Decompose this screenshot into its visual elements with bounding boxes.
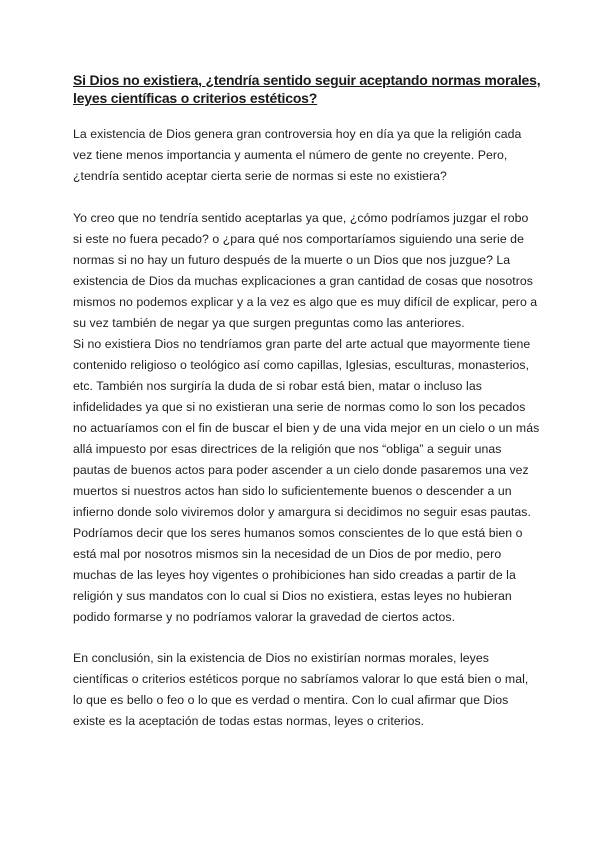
text-line: podido formarse y no podríamos valorar la gravedad de ciertos actos.	[73, 610, 456, 624]
text-line: existe es la aceptación de todas estas normas, leyes o criterios.	[73, 714, 425, 728]
text-line: infierno donde solo viviremos dolor y amargura si decidimos no seguir esas pautas.	[73, 505, 531, 519]
text-line: muertos si nuestros actos han sido lo suficientemente buenos o descender a un	[73, 484, 512, 498]
text-line: lo que es bello o feo o lo que es verdad o mentira. Con lo cual afirmar que Dios	[73, 693, 509, 707]
text-line: Si no existiera Dios no tendríamos gran parte del arte actual que mayormente tiene	[73, 337, 531, 351]
text-line: muchas de las leyes hoy vigentes o prohibiciones han sido creadas a partir de la	[73, 568, 516, 582]
title-line: Si Dios no existiera, ¿tendría sentido seguir aceptando normas morales,	[73, 72, 541, 88]
text-line: etc. También nos surgiría la duda de si robar está bien, matar o incluso las	[73, 379, 482, 393]
text-line: La existencia de Dios genera gran controversia hoy en día ya que la religión cada	[73, 127, 522, 141]
text-line: allá impuesto por esas directrices de la religión que nos “obliga” a seguir unas	[73, 442, 502, 456]
conclusion-paragraph	[73, 648, 528, 732]
text-line: ¿tendría sentido aceptar cierta serie de normas si este no existiera?	[73, 169, 447, 183]
text-line: En conclusión, sin la existencia de Dios no existirían normas morales, leyes	[73, 651, 489, 665]
text-line: Podríamos decir que los seres humanos somos conscientes de lo que está bien o	[73, 526, 523, 540]
title-line: leyes científicas o criterios estéticos?	[73, 90, 318, 106]
intro-paragraph	[73, 124, 521, 187]
text-line: vez tiene menos importancia y aumenta el número de gente no creyente. Pero,	[73, 148, 508, 162]
text-line: contenido religioso o teológico así como capillas, Iglesias, esculturas, monasterios,	[73, 358, 530, 372]
text-line: su vez también de negar ya que surgen preguntas como las anteriores.	[73, 316, 465, 330]
body-paragraph	[73, 208, 539, 628]
document-title	[73, 71, 541, 107]
text-line: infidelidades ya que si no existieran una serie de normas como lo son los pecados	[73, 400, 526, 414]
text-line: mismos no podemos explicar y a la vez es algo que es muy difícil de explicar, pero a	[73, 295, 538, 309]
text-line: científicas o criterios estéticos porque no sabríamos valorar lo que está bien o mal,	[73, 672, 529, 686]
text-line: existencia de Dios da muchas explicaciones a gran cantidad de cosas que nosotros	[73, 274, 533, 288]
text-line: está mal por nosotros mismos sin la necesidad de un Dios de por medio, pero	[73, 547, 502, 561]
text-line: Yo creo que no tendría sentido aceptarlas ya que, ¿cómo podríamos juzgar el robo	[73, 211, 529, 225]
text-line: normas si no hay un futuro después de la muerte o un Dios que nos juzgue? La	[73, 253, 511, 267]
text-line: pautas de buenos actos para poder ascender a un cielo donde pasaremos una vez	[73, 463, 529, 477]
text-line: si este no fuera pecado? o ¿para qué nos comportaríamos siguiendo una serie de	[73, 232, 524, 246]
text-line: religión y sus mandatos con lo cual si Dios no existiera, estas leyes no hubieran	[73, 589, 512, 603]
text-line: no actuaríamos con el fin de buscar el bien y de una vida mejor en un cielo o un más	[73, 421, 540, 435]
